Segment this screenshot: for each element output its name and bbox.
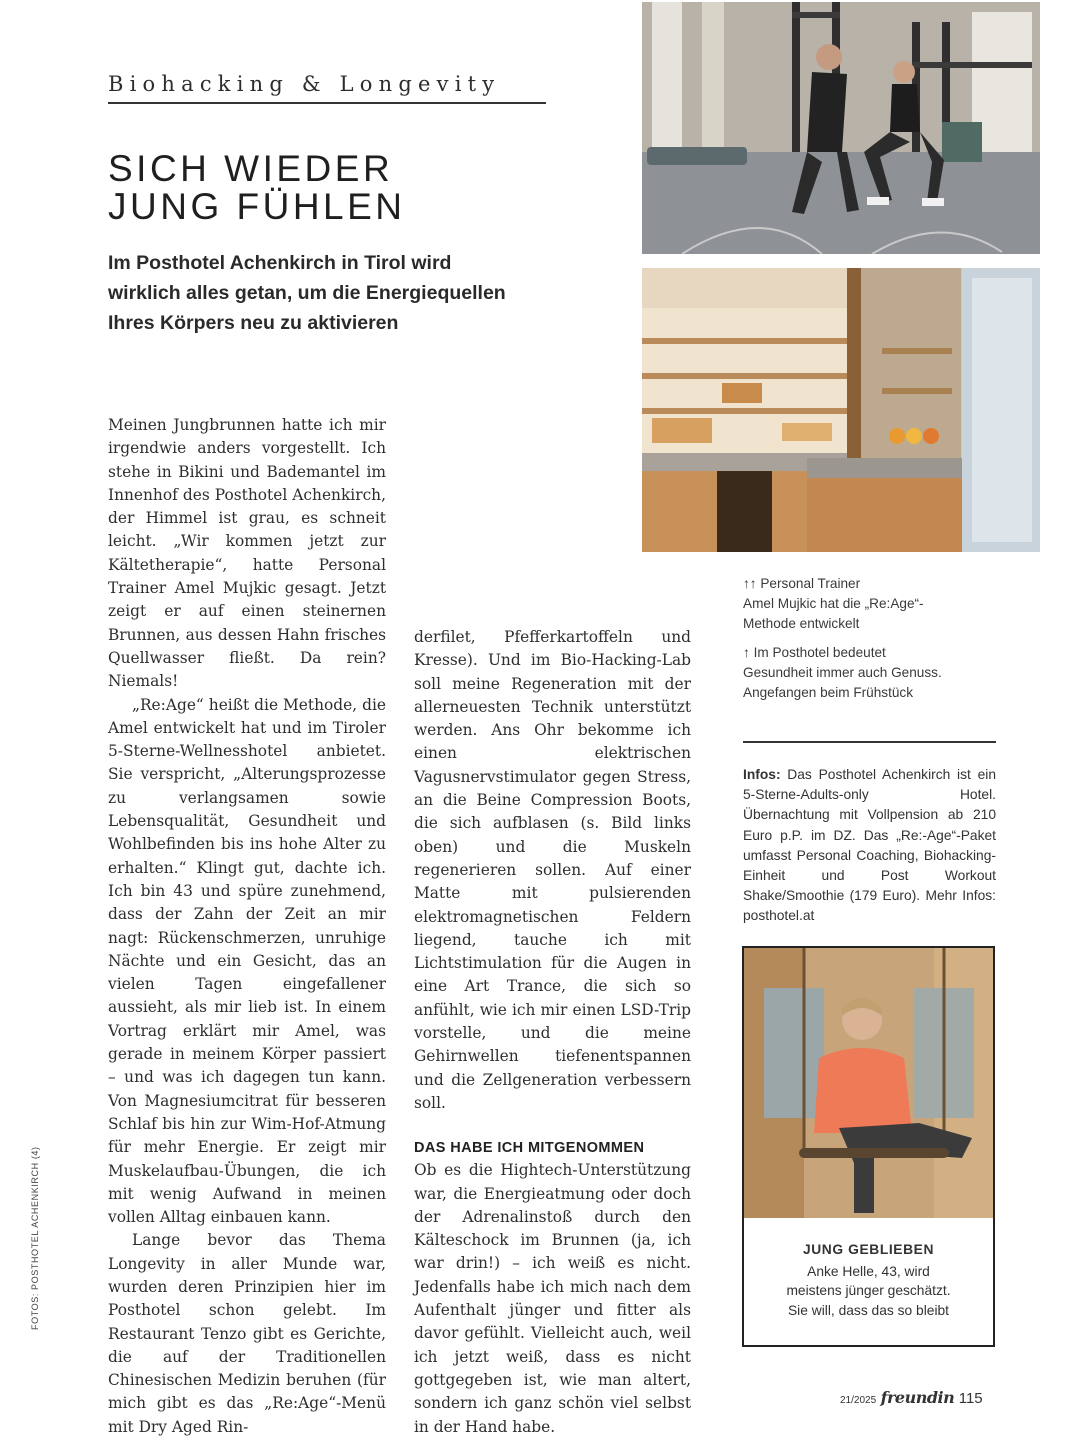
photo-caption-1 xyxy=(743,574,1003,634)
caption-line: ↑ Im Posthotel bedeutet xyxy=(743,645,886,660)
headline-line-1: SICH WIEDER xyxy=(108,148,394,189)
body-paragraph: derfilet, Pfefferkartoffeln und Kresse). Und im Bio-Hacking-Lab soll meine Regeneration mit der allerneuesten Technik unterstützt werden. Ans Ohr bekomme ich einen elektrischen Vagusnervstimulator gegen Stress, an die Beine Compression Boots, die sich aufblasen (s. Bild links oben) und die Muskeln regenerieren sollen. Auf einer Matte mit pulsierenden elektromagnetischen Feldern liegend, tauche ich mit Lichtstimulation für die Augen in eine Art Trance, die sich so anfühlt, wie ich mir einen LSD-Trip vorstelle, und die meine Gehirnwellen tiefenentspannen und die Zellgeneration verbessern soll. xyxy=(414,628,691,1112)
portrait-photo xyxy=(744,948,993,1218)
headline xyxy=(108,150,628,226)
caption-line: Angefangen beim Frühstück xyxy=(743,685,914,700)
body-paragraph: „Re:Age“ heißt die Methode, die Amel entwickelt hat und im Tiroler 5-Sterne-Wellnesshotel anbietet. Sie verspricht, „Alterungsprozesse zu verlangsamen sowie Lebensqualität, Gesundheit und Wohlbefinden bis ins hohe Alter zu erhalten.“ Klingt gut, dachte ich. Ich bin 43 und spüre zunehmend, dass der Zahn der Zeit an mir nagt: Rückenschmerzen, unruhige Nächte und ein Gesicht, das an vielen Tagen eingefallener aussieht, als mir lieb ist. In einem Vortrag erklärt mir Amel, was gerade in meinem Körper passiert – und was ich dagegen tun kann. Von Magnesiumcitrat für besseren Schlaf bis hin zur Wim-Hof-Atmung für mehr Energie. Er zeigt mir Muskelaufbau-Übungen, die ich mit wenig Aufwand in meinen vollen Alltag einbauen kann. xyxy=(108,695,386,1227)
deck-line-3: Ihres Körpers neu zu aktivieren xyxy=(108,312,399,334)
gym-training-photo xyxy=(642,2,1040,254)
page-folio xyxy=(840,1388,983,1408)
caption-line: ↑↑ Personal Trainer xyxy=(743,576,861,591)
body-paragraph: Ob es die Hightech-Unterstützung war, die Energieatmung oder doch der Adrenalinstoß durch den Kälteschock im Brunnen (ja, ich war drin!) – ich weiß es nicht. Jedenfalls habe ich mich nach dem Aufenthalt jünger und fitter als davor gefühlt. Vielleicht auch, weil ich jetzt weiß, dass es nicht gottgegeben ist, wie man altert, sondern ich ganz schön viel selbst in der Hand habe. xyxy=(414,1161,691,1436)
body-column-2 xyxy=(414,626,691,1439)
photo-caption-2 xyxy=(743,643,1003,703)
info-box-label: Infos: xyxy=(743,767,781,782)
headline-line-2: JUNG FÜHLEN xyxy=(108,186,406,227)
issue-number: 21/2025 xyxy=(840,1395,877,1406)
magazine-logo: freundin xyxy=(880,1388,955,1407)
body-column-1 xyxy=(108,414,386,1439)
gym-photo-illustration xyxy=(642,2,1040,254)
portrait-caption-line: Anke Helle, 43, wird xyxy=(807,1263,930,1279)
breakfast-buffet-photo xyxy=(642,268,1040,552)
caption-line: Gesundheit immer auch Genuss. xyxy=(743,665,942,680)
body-paragraph: Lange bevor das Thema Longevity in aller Munde war, wurden deren Prinzipien hier im Posthotel schon gelebt. Im Restaurant Tenzo gibt es Gerichte, die auf der Traditionellen Chinesischen Medizin beruhen (für mich gibt es das „Re:Age“-Menü mit Dry Aged Rin- xyxy=(108,1231,386,1436)
portrait-title: JUNG GEBLIEBEN xyxy=(802,1242,935,1257)
deck-text xyxy=(108,248,578,338)
portrait-caption-line: meistens jünger geschätzt. xyxy=(786,1283,951,1298)
portrait-caption xyxy=(744,1240,993,1320)
caption-line: Amel Mujkic hat die „Re:Age“- xyxy=(743,596,924,611)
portrait-caption-line: Sie will, dass das so bleibt xyxy=(787,1302,950,1318)
info-box-text: Das Posthotel Achenkirch ist ein 5-Sterne-Adults-only Hotel. Übernachtung mit Vollpension ab 210 Euro p.P. im DZ. Das „Re:-Age“-Paket umfasst Personal Coaching, Biohacking-Einheit und Post Workout Shake/Smoothie (179 Euro). Mehr Infos: posthotel.at xyxy=(743,767,996,924)
deck-line-1: Im Posthotel Achenkirch in Tirol wird xyxy=(108,252,452,274)
info-box xyxy=(743,741,996,927)
photo-credit: FOTOS: POSTHOTEL ACHENKIRCH (4) xyxy=(30,1146,40,1330)
page-number: 115 xyxy=(958,1390,983,1407)
caption-line: Methode entwickelt xyxy=(743,616,860,631)
body-paragraph: Meinen Jungbrunnen hatte ich mir irgendwie anders vorgestellt. Ich stehe in Bikini und Bademantel im Innenhof des Posthotel Achenkirch, der Himmel ist grau, es schneit leicht. „Wir kommen jetzt zur Kältetherapie“, hatte Personal Trainer Amel Mujkic gesagt. Jetzt zeigt er auf einen steinernen Brunnen, aus dessen Hahn frisches Quellwasser fließt. Da rein? Niemals! xyxy=(108,416,386,691)
deck-line-2: wirklich alles getan, um die Energiequellen xyxy=(108,282,506,304)
buffet-photo-illustration xyxy=(642,268,1040,552)
section-subhead: DAS HABE ICH MITGENOMMEN xyxy=(414,1140,645,1157)
portrait-card xyxy=(742,946,995,1347)
section-kicker: Biohacking & Longevity xyxy=(108,72,546,104)
